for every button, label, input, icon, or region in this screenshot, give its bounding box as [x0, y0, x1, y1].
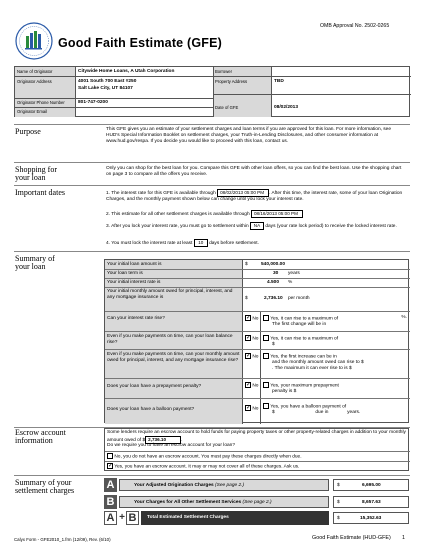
dates-item-1: 1. The interest rate for this GFE is available through 08/02/2013 05:00 PM . After this time, the interest rate, some of your loan Origination Charges, and the monthly payment shown below can change until you lock your interest rate. [106, 190, 403, 202]
balance-rise-no[interactable]: ✓ No [246, 335, 259, 342]
rate-rise-question: Can your interest rate rise? [107, 316, 165, 321]
interest-rate-label: Your initial interest rate is [107, 280, 161, 285]
footer-page-number: 1 [402, 535, 405, 541]
checkbox-empty-icon [263, 335, 269, 341]
checkbox-checked-icon: ✓ [246, 353, 252, 359]
prepayment-question: Does your loan have a prepayment penalty? [107, 384, 202, 389]
balloon-question: Does your loan have a balloon payment? [107, 407, 195, 412]
dates-item-3: 3. After you lock your interest rate, you must go to settlement within NA days (your rate lock period) to receive the locked interest rate. [106, 223, 397, 229]
checkbox-empty-icon [263, 403, 269, 409]
checkbox-checked-icon: ✓ [108, 463, 114, 469]
originator-address-label: Originator Address [17, 79, 52, 84]
originator-phone-label: Originator Phone Number [17, 100, 65, 105]
balance-rise-question: Even if you make payments on time, can your loan balance rise? [107, 334, 233, 345]
charge-row-a [104, 478, 409, 492]
balloon-no[interactable]: ✓ No [246, 405, 259, 412]
escrow-label-2: information [15, 436, 53, 445]
settlement-summary-label-2: settlement charges [15, 486, 75, 495]
prepayment-yes[interactable]: Yes, your maximum prepayment penalty is $ [263, 382, 409, 395]
initial-loan-amount: 540,000.00 [261, 262, 286, 267]
borrower-label: Borrower [215, 69, 232, 74]
escrow-label-1: Escrow account [15, 428, 66, 437]
loan-term: 30 [273, 271, 279, 276]
checkbox-empty-icon [263, 353, 269, 359]
info-table [14, 66, 410, 117]
footer-form-id: Calyx Form - GFE2010_1.frm (12/09), Rev. (6/10) [14, 537, 111, 542]
balloon-yes[interactable]: Yes, you have a balloon payment of $ due in years. [263, 403, 409, 416]
originator-phone: 801-747-0200 [78, 100, 108, 105]
property-address-label: Property Address [215, 79, 248, 84]
lock-days-before-settlement: 10 [194, 239, 208, 247]
interest-rate: 4.500 [267, 280, 280, 285]
shopping-label-1: Shopping for [15, 165, 57, 174]
rate-rise-no[interactable]: ✓ No [246, 315, 259, 322]
escrow-monthly-amount: 2,736.10 [145, 436, 181, 444]
checkbox-empty-icon [263, 382, 269, 388]
checkbox-checked-icon: ✓ [246, 315, 252, 321]
originator-name-label: Name of Originator [17, 69, 53, 74]
rate-available-through: 08/02/2013 05:00 PM [217, 189, 269, 197]
charge-letter-total-b: B [126, 511, 139, 525]
charge-row-total [104, 511, 409, 525]
rate-lock-days: NA [250, 222, 264, 230]
checkbox-checked-icon: ✓ [246, 335, 252, 341]
page-title: Good Faith Estimate (GFE) [58, 36, 223, 50]
charge-value-a: $ 6,695.00 [333, 479, 409, 491]
monthly-payment: 2,736.10 [264, 296, 283, 301]
purpose-label: Purpose [15, 127, 41, 136]
charge-value-b: $ 8,657.63 [333, 496, 409, 508]
checkbox-empty-icon [263, 315, 269, 321]
escrow-option-no[interactable]: No, you do not have an escrow account. You must pay these charges directly when due. [107, 453, 302, 460]
property-address: TBD [274, 79, 284, 84]
shopping-text: Only you can shop for the best loan for you. Compare this GFE with other loan offers, so you can find the best loan. Use the shopping chart on page 3 to compare all the offers you receive. [106, 166, 402, 177]
checkbox-empty-icon [107, 453, 113, 459]
footer-form-name: Good Faith Estimate (HUD-GFE) [312, 535, 391, 541]
charge-letter-a: A [104, 478, 117, 492]
charge-row-b [104, 495, 409, 509]
date-of-gfe: 08/02/2013 [274, 105, 299, 110]
charge-letter-total-a: A [104, 511, 117, 525]
prepayment-no[interactable]: ✓ No [246, 382, 259, 389]
loan-summary-table: Your initial loan amount is $ 540,000.00 Your loan term is 30 years Your initial interest rate is 4.500 % Your initial monthly amount owed for principal, interest, and any mortgage insurance is $ 2,736.10 per month Can your interest rate rise? ✓ No Yes, it can rise to a maximum of %. The first change will be in Even if you make payments on time, can your loan balance rise? ✓ No Yes, it can rise to a maximum of $ Even if you make payments on time, can your monthly amount owed for principal, interest, and any mortgage insurance rise? ✓ No Yes, the first increase can be in and the monthly amount owed can rise to $ . The maximum it can ever rise to is $ Does your loan have a prepayment penalty? ✓ No Yes, your maximum prepayment penalty is $ Does your loan have a balloon payment? ✓ No Yes, you have a balloon payment of $ due in years. [104, 259, 409, 423]
monthly-rise-no[interactable]: ✓ No [246, 353, 259, 360]
monthly-rise-question: Even if you make payments on time, can your monthly amount owed for principal, interest, and any mortgage insurance rise? [107, 352, 240, 363]
hud-seal-logo [15, 22, 53, 60]
originator-address-line-2: Salt Lake City, UT 84107 [78, 86, 133, 91]
balance-rise-yes[interactable]: Yes, it can rise to a maximum of $ [263, 335, 409, 348]
omb-approval: OMB Approval No. 2502-0265 [320, 23, 390, 29]
escrow-option-yes[interactable]: ✓ Yes, you have an escrow account. It may or may not cover all of these charges. Ask us. [108, 463, 300, 470]
dates-item-2: 2. This estimate for all other settlement charges is available through 08/16/2013 05:00 PM [106, 210, 406, 218]
monthly-rise-yes[interactable]: Yes, the first increase can be in and the monthly amount owed can rise to $ . The maximum it can ever rise to is $ [263, 353, 409, 372]
charge-label-b: Your Charges for All Other Settlement Services (See page 2.) [119, 496, 329, 508]
charge-value-total: $ 15,352.63 [333, 512, 409, 524]
escrow-question: Do we require you to have an escrow account for your loan? [107, 443, 235, 448]
date-of-gfe-label: Date of GFE [215, 105, 239, 110]
initial-loan-amount-label: Your initial loan amount is [107, 262, 162, 267]
rate-rise-yes[interactable]: Yes, it can rise to a maximum of %. The first change will be in [263, 315, 409, 328]
charge-plus-sign: + [119, 512, 125, 523]
settlement-summary-label-1: Summary of your [15, 478, 72, 487]
originator-email-label: Originator Email [17, 109, 48, 114]
monthly-payment-label: Your initial monthly amount owed for principal, interest, and any mortgage insurance is [107, 289, 233, 300]
purpose-text: This GFE gives you an estimate of your settlement charges and loan terms if you are approved for this loan. For more information, see HUD's Special Information Booklet on settlement charges, your Truth-in-Lending Disclosures, and other consumer information at www.hud.gov/respa. If you decide you would like to proceed with this loan, contact us. [106, 127, 392, 144]
important-dates-label: Important dates [15, 188, 65, 197]
checkbox-checked-icon: ✓ [246, 405, 252, 411]
escrow-box [104, 428, 409, 471]
escrow-text: Some lenders require an escrow account to hold funds for paying property taxes or other property-related charges in addition to your monthly amount owed of $ 2,736.10 . [107, 430, 406, 443]
estimate-available-through: 08/16/2013 05:00 PM [251, 210, 303, 218]
charge-label-total: Total Estimated Settlement Charges [141, 511, 329, 525]
charge-letter-b: B [104, 495, 117, 509]
loan-term-label: Your loan term is [107, 271, 143, 276]
summary-loan-label-1: Summary of [15, 254, 55, 263]
summary-loan-label-2: your loan [15, 262, 46, 271]
originator-address-line-1: 4001 South 700 East #250 [78, 79, 137, 84]
dates-item-4: 4. You must lock the interest rate at least 10 days before settlement. [106, 240, 259, 246]
originator-name: Citywide Home Loans, A Utah Corporation [78, 69, 175, 74]
shopping-label-2: your loan [15, 173, 46, 182]
checkbox-checked-icon: ✓ [246, 382, 252, 388]
charge-label-a: Your Adjusted Origination Charges (See page 2.) [119, 479, 329, 491]
